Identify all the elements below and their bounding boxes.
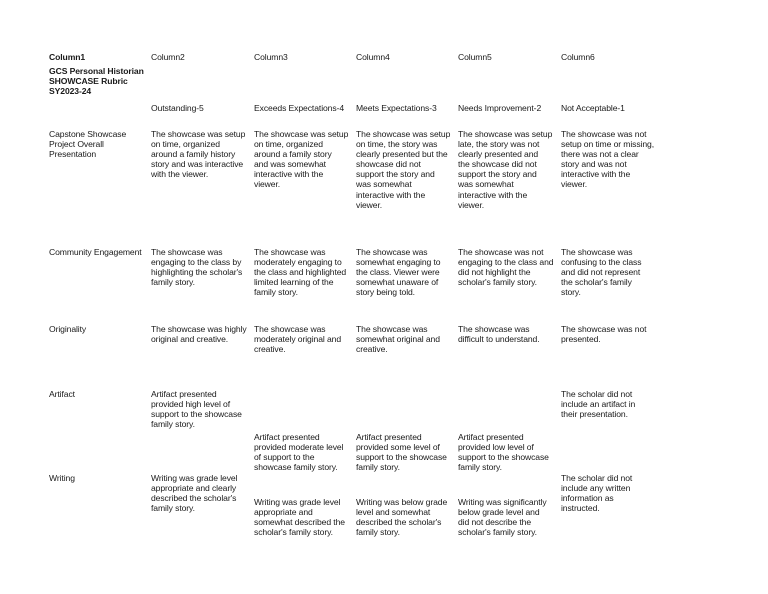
column5-header: Column5 <box>458 52 492 62</box>
capstone-meets: The showcase was setup on time, the story was clearly presented but the showcase did not support the story and was somewhat interactive with the viewer. <box>356 129 451 210</box>
column3-header: Column3 <box>254 52 288 62</box>
community-meets: The showcase was somewhat engaging to the class. Viewer were somewhat unaware of story being told. <box>356 247 441 298</box>
column1-header: Column1 <box>49 52 86 62</box>
level-outstanding: Outstanding-5 <box>151 103 204 113</box>
artifact-not-acceptable: The scholar did not include an artifact in their presentation. <box>561 389 636 420</box>
capstone-outstanding: The showcase was setup on time, organized around a family history story and was interactive with the viewer. <box>151 129 246 180</box>
writing-exceeds: Writing was grade level appropriate and somewhat described the scholar's family story. <box>254 497 345 538</box>
criterion-writing: Writing <box>49 473 75 483</box>
artifact-exceeds: Artifact presented provided moderate level of support to the showcase family story. <box>254 432 344 473</box>
column4-header: Column4 <box>356 52 390 62</box>
capstone-not-acceptable: The showcase was not setup on time or missing, there was not a clear story and was not interactive with the viewer. <box>561 129 655 190</box>
community-needs-improvement: The showcase was not engaging to the class and did not highlight the scholar's family story. <box>458 247 554 288</box>
originality-outstanding: The showcase was highly original and creative. <box>151 324 247 345</box>
rubric-title: GCS Personal Historian SHOWCASE Rubric SY2023-24 <box>49 66 144 97</box>
writing-outstanding: Writing was grade level appropriate and clearly described the scholar's family story. <box>151 473 238 514</box>
originality-not-acceptable: The showcase was not presented. <box>561 324 647 345</box>
criterion-capstone: Capstone Showcase Project Overall Presentation <box>49 129 127 160</box>
writing-meets: Writing was below grade level and somewhat described the scholar's family story. <box>356 497 448 538</box>
level-exceeds: Exceeds Expectations-4 <box>254 103 344 113</box>
community-outstanding: The showcase was engaging to the class by highlighting the scholar's family story. <box>151 247 243 288</box>
criterion-originality: Originality <box>49 324 87 334</box>
column2-header: Column2 <box>151 52 185 62</box>
criterion-artifact: Artifact <box>49 389 75 399</box>
level-not-acceptable: Not Acceptable-1 <box>561 103 625 113</box>
originality-exceeds: The showcase was moderately original and creative. <box>254 324 342 355</box>
column6-header: Column6 <box>561 52 595 62</box>
capstone-needs-improvement: The showcase was setup late, the story was not clearly presented and the showcase did not support the story and was somewhat interactive with the viewer. <box>458 129 553 210</box>
community-exceeds: The showcase was moderately engaging to the class and highlighted limited learning of the family story. <box>254 247 347 298</box>
artifact-outstanding: Artifact presented provided high level of support to the showcase family story. <box>151 389 242 430</box>
originality-needs-improvement: The showcase was difficult to understand. <box>458 324 540 345</box>
originality-meets: The showcase was somewhat original and creative. <box>356 324 440 355</box>
community-not-acceptable: The showcase was confusing to the class and did not represent the scholar's family story. <box>561 247 642 298</box>
level-meets: Meets Expectations-3 <box>356 103 437 113</box>
artifact-meets: Artifact presented provided some level of support to the showcase family story. <box>356 432 447 473</box>
criterion-community-engagement: Community Engagement <box>49 247 142 257</box>
writing-needs-improvement: Writing was significantly below grade level and did not describe the scholar's family story. <box>458 497 547 538</box>
capstone-exceeds: The showcase was setup on time, organized around a family story and was somewhat interactive with the viewer. <box>254 129 349 190</box>
artifact-needs-improvement: Artifact presented provided low level of support to the showcase family story. <box>458 432 549 473</box>
level-needs-improvement: Needs Improvement-2 <box>458 103 542 113</box>
writing-not-acceptable: The scholar did not include any written information as instructed. <box>561 473 633 514</box>
